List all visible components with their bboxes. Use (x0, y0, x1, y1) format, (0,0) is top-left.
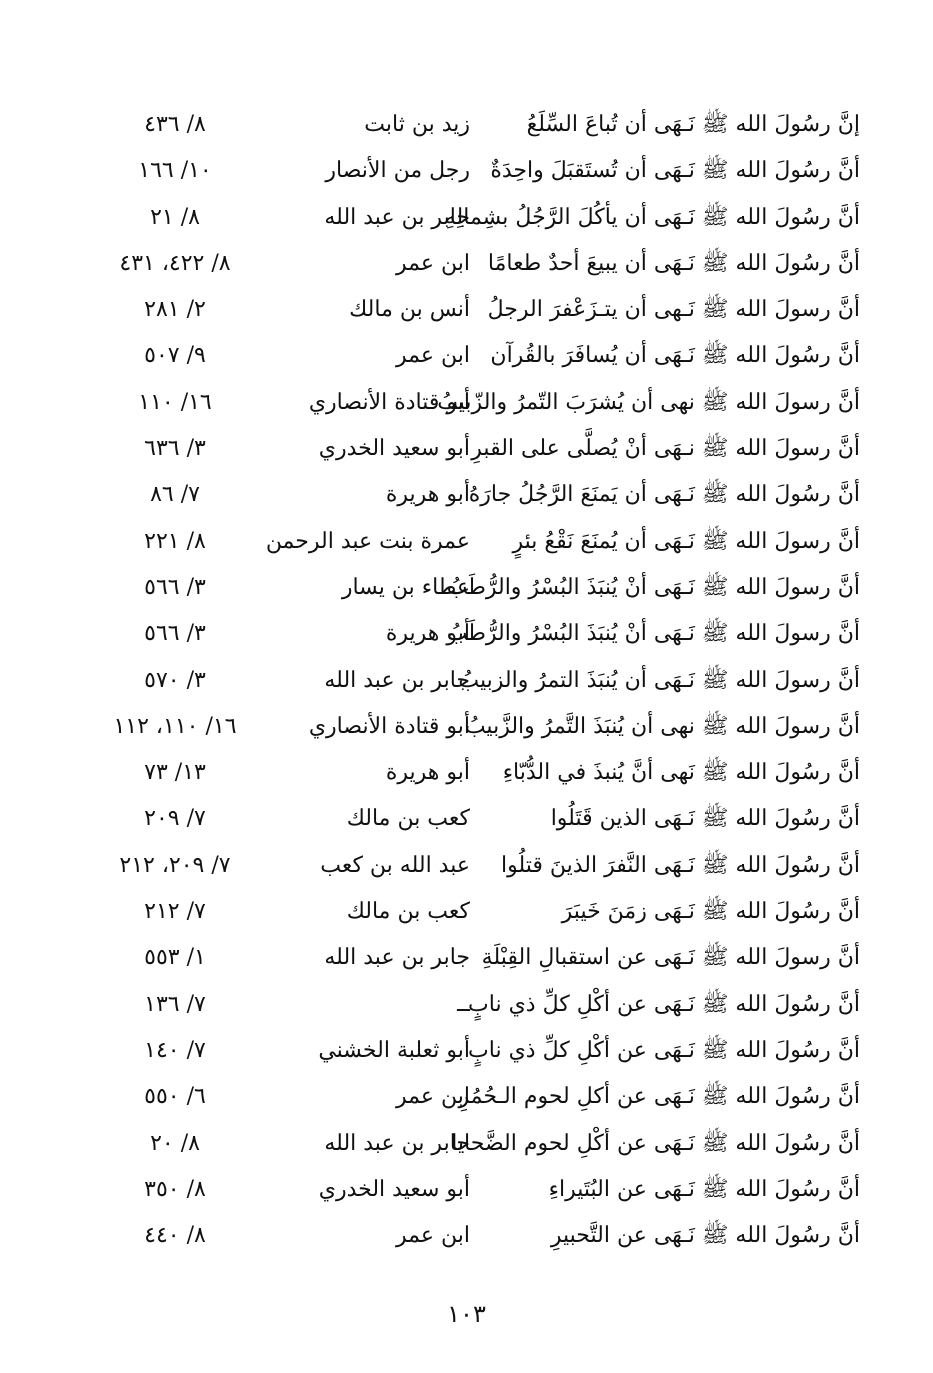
volume-page-reference: ٨/ ٤٤٠ (144, 1223, 206, 1249)
narrator-name: أنس بن مالك (349, 297, 470, 323)
hadith-text: أنَّ رسُولَ الله ﷺ نَـهَى عن أكْلِ كلِّ ذي نابٍ (468, 991, 860, 1017)
hadith-text: أنَّ رسولَ الله ﷺ نَـهَى أنْ يُنبَذَ البُسْرُ والرُّطَبُ (446, 621, 860, 647)
table-row (100, 335, 860, 381)
hadith-text: أنَّ رسولَ الله ﷺ نـهَى أنْ يُصلَّى على القبرِ (471, 436, 860, 462)
hadith-text: أنَّ رسُولَ الله ﷺ نَـهَى عن أكلِ لحوم الـحُمُرِ (458, 1084, 860, 1110)
narrator-name: أبو سعيد الخدري (318, 436, 470, 462)
volume-page-reference: ٣/ ٥٦٦ (144, 621, 206, 647)
hadith-text: أنَّ رسُولَ الله ﷺ نَـهَى أن يُسافَرَ بالقُرآن (490, 343, 860, 369)
table-row (100, 382, 860, 428)
hadith-text: أنَّ رسُولَ الله ﷺ نَـهَى أن تُستَقبَلَ واحِدَةٌ (490, 158, 860, 184)
hadith-text: أنَّ رسولَ الله ﷺ نَـهَى عن استقبالِ القِبْلَةِ (481, 945, 860, 971)
table-row (100, 706, 860, 752)
table-row (100, 150, 860, 196)
hadith-index-table (100, 104, 860, 1261)
table-row (100, 660, 860, 706)
hadith-text: أنَّ رسولَ الله ﷺ نَـهَى أن يُمنَعَ نَقْعُ بئرٍ (512, 528, 860, 554)
volume-page-reference: ١٠/ ١٦٦ (138, 158, 212, 184)
table-row (100, 521, 860, 567)
table-row (100, 104, 860, 150)
narrator-name: ابن عمر (396, 1084, 470, 1110)
narrator-name: أبو هريرة (385, 621, 470, 647)
narrator-name: أبو سعيد الخدري (318, 1176, 470, 1202)
narrator-name: أبو هريرة (385, 760, 470, 786)
table-row (100, 1030, 860, 1076)
narrator-name: جابر بن عبد الله (324, 1130, 470, 1156)
narrator-name: عبد الله بن كعب (320, 852, 470, 878)
narrator-name: أبو قتادة الأنصاري (308, 713, 470, 739)
table-row (100, 1123, 860, 1169)
page-number: ١٠٣ (447, 1300, 486, 1328)
volume-page-reference: ٣/ ٥٦٦ (144, 574, 206, 600)
hadith-text: أنَّ رسولَ الله ﷺ نَـهَى أن يُنبَذَ التمرُ والزبيبُ (458, 667, 860, 693)
table-row (100, 474, 860, 520)
volume-page-reference: ٧/ ١٣٦ (144, 991, 206, 1017)
volume-page-reference: ٢/ ٢٨١ (144, 297, 206, 323)
volume-page-reference: ٧/ ١٤٠ (144, 1037, 206, 1063)
table-row (100, 798, 860, 844)
hadith-text: أنَّ رسولَ الله ﷺ نَـهَى أنْ يُنبَذَ البُسْرُ والرُّطَبُ (446, 574, 860, 600)
table-row (100, 567, 860, 613)
hadith-text: أنَّ رسُولَ الله ﷺ نَـهَى عن البُتَيراءِ (548, 1176, 860, 1202)
hadith-text: أنَّ رسُولَ الله ﷺ نَهى أنَّ يُنبذَ في الدُّبّاءِ (502, 760, 860, 786)
volume-page-reference: ١٦/ ١١٠ (138, 389, 212, 415)
hadith-text: إنَّ رسُولَ الله ﷺ نَـهَى أن تُباعَ السِّلَعُ (526, 112, 860, 137)
volume-page-reference: ٧/ ٢٠٩ (144, 806, 206, 832)
volume-page-reference: ٨/ ٣٥٠ (144, 1176, 206, 1202)
volume-page-reference: ١/ ٥٥٣ (144, 945, 206, 971)
volume-page-reference: ٩/ ٥٠٧ (144, 343, 206, 369)
table-row (100, 1076, 860, 1122)
narrator-name: جابر بن عبد الله (324, 667, 470, 693)
volume-page-reference: ٣/ ٥٧٠ (144, 667, 206, 693)
hadith-text: أنَّ رسُولَ الله ﷺ نَـهَى الذين قَتَلُوا (550, 806, 860, 832)
table-row (100, 613, 860, 659)
table-row (100, 197, 860, 243)
hadith-text: أنَّ رسُولَ الله ﷺ نَـهَى عن أكْلِ كلِّ ذي نابٍ (468, 1037, 860, 1063)
hadith-text: أنَّ رسولَ الله ﷺ نهى أن يُشرَبَ التّمرُ والزّبيبُ (437, 389, 860, 415)
table-row (100, 243, 860, 289)
table-row (100, 891, 860, 937)
narrator-name: أبو ثعلبة الخشني (318, 1037, 470, 1063)
volume-page-reference: ٧/ ٢٠٩، ٢١٢ (119, 852, 231, 878)
narrator-name: ابن عمر (396, 343, 470, 369)
volume-page-reference: ٨/ ٢٢١ (144, 528, 206, 554)
volume-page-reference: ١٣/ ٧٣ (144, 760, 206, 786)
hadith-text: أنَّ رسُولَ الله ﷺ نَـهَى زمَنَ خَيبَرَ (561, 899, 860, 925)
volume-page-reference: ٧/ ٢١٢ (144, 899, 206, 925)
narrator-name: كعب بن مالك (346, 899, 470, 925)
volume-page-reference: ٨/ ٤٢٢، ٤٣١ (119, 250, 231, 276)
narrator-name: أبو هريرة (385, 482, 470, 508)
table-row (100, 1215, 860, 1261)
narrator-name: جابر بن عبد الله (324, 204, 470, 230)
narrator-name: أبو قتادة الأنصاري (308, 389, 470, 415)
hadith-text: أنَّ رسُولَ الله ﷺ نَـهَى أن يأكُلَ الرَّجُلُ بشِمالِهِ (444, 204, 860, 230)
narrator-name: رجل من الأنصار (325, 158, 470, 184)
volume-page-reference: ٨/ ٤٣٦ (144, 112, 206, 137)
volume-page-reference: ٣/ ٦٣٦ (144, 436, 206, 462)
volume-page-reference: ٦/ ٥٥٠ (144, 1084, 206, 1110)
table-row (100, 1169, 860, 1215)
volume-page-reference: ٧/ ٨٦ (150, 482, 200, 508)
volume-page-reference: ٨/ ٢٠ (150, 1130, 200, 1156)
table-row (100, 289, 860, 335)
hadith-text: أنَّ رسُولَ الله ﷺ نَـهَى عن أكْلِ لحوم الضَّحايا (451, 1130, 860, 1156)
hadith-text: أنَّ رسُولَ الله ﷺ نَـهَى عن التَّحبيرِ (550, 1223, 860, 1249)
table-row (100, 845, 860, 891)
narrator-name: جابر بن عبد الله (324, 945, 470, 971)
table-row (100, 752, 860, 798)
hadith-text: أنَّ رسولَ الله ﷺ نَـهى أن يتـزَعْفرَ الرجلُ (487, 297, 860, 323)
narrator-name: ابن عمر (396, 1223, 470, 1249)
table-row (100, 428, 860, 474)
narrator-name: ابن عمر (396, 250, 470, 276)
hadith-text: أنَّ رسُولَ الله ﷺ نَـهَى أن يبيعَ أحدٌ طعامًا (487, 250, 860, 276)
narrator-name: ــ (457, 991, 470, 1017)
hadith-text: أنَّ رسولَ الله ﷺ نهى أن يُنبَذَ التَّمرُ والزَّبيبُ (464, 713, 860, 739)
volume-page-reference: ٨/ ٢١ (150, 204, 200, 230)
narrator-name: عطاء بن يسار (341, 574, 470, 600)
narrator-name: كعب بن مالك (346, 806, 470, 832)
volume-page-reference: ١٦/ ١١٠، ١١٢ (113, 713, 237, 739)
table-row (100, 984, 860, 1030)
narrator-name: عمرة بنت عبد الرحمن (265, 528, 470, 554)
table-row (100, 937, 860, 983)
hadith-text: أنَّ رسُولَ الله ﷺ نَـهَى النَّفرَ الذينَ قتلُوا (500, 852, 860, 878)
narrator-name: زيد بن ثابت (364, 112, 470, 137)
hadith-text: أنَّ رسُولَ الله ﷺ نَـهَى أن يَمنَعَ الرَّجُلُ جارَهُ (468, 482, 860, 508)
